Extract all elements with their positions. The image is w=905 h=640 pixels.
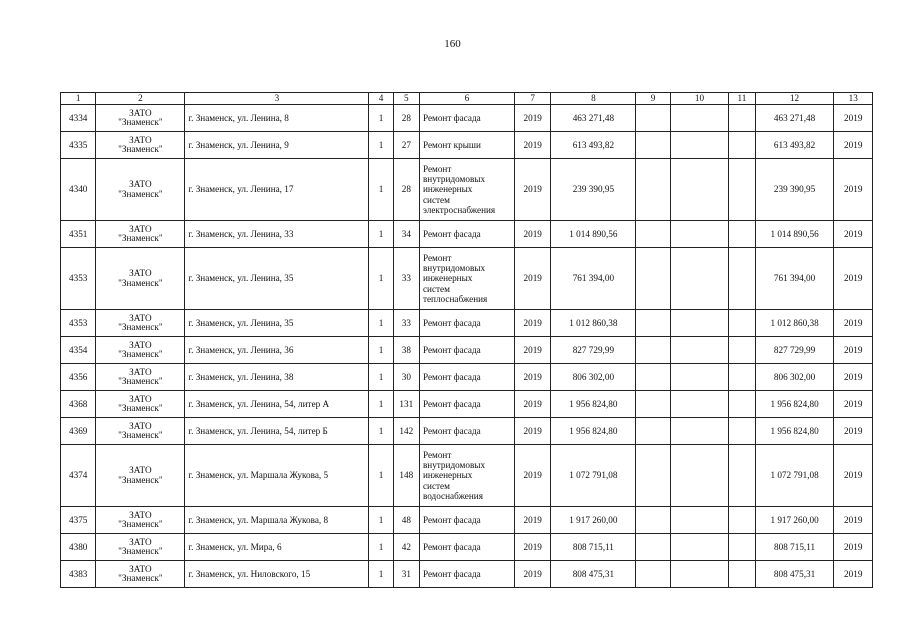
total-cost-cell: 1 956 824,80	[755, 418, 834, 445]
work-line: систем	[422, 480, 450, 491]
owner-line: "Знаменск"	[118, 403, 163, 413]
total-cost-cell: 806 302,00	[755, 364, 834, 391]
col10-cell	[670, 507, 729, 534]
end-year-cell: 2019	[834, 132, 873, 159]
cost-cell: 239 390,95	[551, 159, 636, 221]
cost-cell: 613 493,82	[551, 132, 636, 159]
col5-cell: 33	[393, 248, 419, 310]
col9-cell	[636, 105, 670, 132]
work-line: систем	[422, 283, 450, 294]
owner-cell	[96, 132, 185, 159]
table-row	[61, 507, 873, 534]
work-line: электроснабжения	[422, 204, 496, 215]
end-year-cell: 2019	[834, 310, 873, 337]
cost-cell: 1 014 890,56	[551, 221, 636, 248]
owner-line: ЗАТО	[129, 563, 152, 574]
total-cost-cell: 463 271,48	[755, 105, 834, 132]
col11-cell	[729, 534, 755, 561]
col5-cell: 27	[393, 132, 419, 159]
work-type-cell	[419, 418, 514, 445]
col4-cell: 1	[369, 337, 393, 364]
owner-line: "Знаменск"	[118, 188, 163, 199]
owner-line: ЗАТО	[129, 312, 152, 323]
work-line: Ремонт фасада	[422, 317, 481, 328]
header-cell: 9	[636, 93, 670, 105]
owner-cell	[96, 418, 185, 445]
address-cell: г. Знаменск, ул. Ленина, 8	[185, 105, 369, 132]
work-line: Ремонт фасада	[422, 228, 481, 239]
owner-line: "Знаменск"	[118, 277, 163, 288]
col10-cell	[670, 310, 729, 337]
col10-cell	[670, 159, 729, 221]
cost-cell: 1 012 860,38	[551, 310, 636, 337]
header-cell: 1	[61, 93, 96, 105]
col10-cell	[670, 561, 729, 588]
col5-cell: 142	[393, 418, 419, 445]
col9-cell	[636, 310, 670, 337]
work-line: инженерных	[422, 184, 473, 195]
col9-cell	[636, 337, 670, 364]
col10-cell	[670, 221, 729, 248]
col4-cell: 1	[369, 364, 393, 391]
col11-cell	[729, 105, 755, 132]
cost-cell: 1 072 791,08	[551, 445, 636, 507]
work-line: Ремонт фасада	[422, 112, 481, 123]
end-year-cell: 2019	[834, 418, 873, 445]
end-year-cell: 2019	[834, 221, 873, 248]
id-cell: 4374	[61, 445, 96, 507]
col10-cell	[670, 418, 729, 445]
table-row	[61, 561, 873, 588]
work-line: систем	[422, 194, 450, 205]
address-cell: г. Знаменск, ул. Ленина, 33	[185, 221, 369, 248]
col5-cell: 30	[393, 364, 419, 391]
owner-line: "Знаменск"	[118, 322, 163, 332]
work-type-cell	[419, 105, 514, 132]
year-cell: 2019	[515, 159, 551, 221]
work-line: теплоснабжения	[422, 293, 488, 304]
id-cell: 4369	[61, 418, 96, 445]
id-cell: 4351	[61, 221, 96, 248]
table-row	[61, 337, 873, 364]
col5-cell: 33	[393, 310, 419, 337]
owner-line: ЗАТО	[129, 179, 152, 189]
work-type-cell	[419, 391, 514, 418]
id-cell: 4383	[61, 561, 96, 588]
owner-line: ЗАТО	[129, 223, 152, 234]
owner-cell	[96, 507, 185, 534]
col5-cell: 148	[393, 445, 419, 507]
year-cell: 2019	[515, 248, 551, 310]
col11-cell	[729, 159, 755, 221]
work-type-cell	[419, 221, 514, 248]
owner-cell	[96, 561, 185, 588]
owner-line: "Знаменск"	[118, 233, 163, 243]
col4-cell: 1	[369, 310, 393, 337]
total-cost-cell: 239 390,95	[755, 159, 834, 221]
header-cell: 2	[96, 93, 185, 105]
col10-cell	[670, 248, 729, 310]
owner-line: ЗАТО	[129, 509, 152, 520]
owner-cell	[96, 445, 185, 507]
end-year-cell: 2019	[834, 507, 873, 534]
work-line: Ремонт фасада	[422, 541, 481, 552]
col11-cell	[729, 337, 755, 364]
header-cell: 7	[515, 93, 551, 105]
col5-cell: 42	[393, 534, 419, 561]
end-year-cell: 2019	[834, 391, 873, 418]
id-cell: 4354	[61, 337, 96, 364]
year-cell: 2019	[515, 105, 551, 132]
work-line: внутридомовых	[422, 460, 486, 471]
col10-cell	[670, 391, 729, 418]
total-cost-cell: 827 729,99	[755, 337, 834, 364]
id-cell: 4375	[61, 507, 96, 534]
total-cost-cell: 761 394,00	[755, 248, 834, 310]
address-cell: г. Знаменск, ул. Мира, 6	[185, 534, 369, 561]
col11-cell	[729, 391, 755, 418]
owner-cell	[96, 364, 185, 391]
cost-cell: 806 302,00	[551, 364, 636, 391]
col4-cell: 1	[369, 561, 393, 588]
col5-cell: 28	[393, 105, 419, 132]
work-line: Ремонт фасада	[422, 344, 481, 355]
year-cell: 2019	[515, 364, 551, 391]
end-year-cell: 2019	[834, 105, 873, 132]
id-cell: 4353	[61, 310, 96, 337]
col4-cell: 1	[369, 132, 393, 159]
owner-line: "Знаменск"	[118, 349, 163, 359]
work-type-cell	[419, 364, 514, 391]
address-cell: г. Знаменск, ул. Ленина, 54, литер А	[185, 391, 369, 418]
col11-cell	[729, 507, 755, 534]
col4-cell: 1	[369, 248, 393, 310]
work-line: Ремонт	[422, 449, 452, 460]
table-row	[61, 391, 873, 418]
col9-cell	[636, 391, 670, 418]
id-cell: 4380	[61, 534, 96, 561]
owner-cell	[96, 248, 185, 310]
end-year-cell: 2019	[834, 364, 873, 391]
col4-cell: 1	[369, 391, 393, 418]
owner-line: "Знаменск"	[118, 376, 163, 386]
col11-cell	[729, 561, 755, 588]
owner-line: ЗАТО	[129, 339, 152, 350]
col5-cell: 31	[393, 561, 419, 588]
end-year-cell: 2019	[834, 159, 873, 221]
owner-line: "Знаменск"	[118, 430, 163, 440]
id-cell: 4340	[61, 159, 96, 221]
year-cell: 2019	[515, 310, 551, 337]
work-line: Ремонт фасада	[422, 568, 481, 579]
cost-cell: 827 729,99	[551, 337, 636, 364]
total-cost-cell: 1 956 824,80	[755, 391, 834, 418]
owner-line: ЗАТО	[129, 268, 152, 278]
owner-line: ЗАТО	[129, 366, 152, 377]
col4-cell: 1	[369, 418, 393, 445]
col9-cell	[636, 364, 670, 391]
address-cell: г. Знаменск, ул. Ленина, 54, литер Б	[185, 418, 369, 445]
owner-line: ЗАТО	[129, 536, 152, 547]
cost-cell: 1 956 824,80	[551, 391, 636, 418]
col11-cell	[729, 418, 755, 445]
year-cell: 2019	[515, 507, 551, 534]
id-cell: 4356	[61, 364, 96, 391]
header-cell: 4	[369, 93, 393, 105]
owner-line: ЗАТО	[129, 465, 152, 475]
total-cost-cell: 1 014 890,56	[755, 221, 834, 248]
table-row	[61, 221, 873, 248]
owner-cell	[96, 310, 185, 337]
table-row	[61, 248, 873, 310]
header-cell: 3	[185, 93, 369, 105]
address-cell: г. Знаменск, ул. Ленина, 17	[185, 159, 369, 221]
col9-cell	[636, 159, 670, 221]
address-cell: г. Знаменск, ул. Маршала Жукова, 8	[185, 507, 369, 534]
year-cell: 2019	[515, 391, 551, 418]
cost-cell: 761 394,00	[551, 248, 636, 310]
col9-cell	[636, 561, 670, 588]
year-cell: 2019	[515, 445, 551, 507]
col5-cell: 48	[393, 507, 419, 534]
work-line: Ремонт	[422, 163, 452, 174]
work-line: Ремонт фасада	[422, 371, 481, 382]
col10-cell	[670, 337, 729, 364]
header-cell: 8	[551, 93, 636, 105]
id-cell: 4334	[61, 105, 96, 132]
work-line: инженерных	[422, 273, 473, 284]
total-cost-cell: 613 493,82	[755, 132, 834, 159]
col9-cell	[636, 418, 670, 445]
work-type-cell	[419, 310, 514, 337]
col4-cell: 1	[369, 507, 393, 534]
year-cell: 2019	[515, 337, 551, 364]
work-type-cell	[419, 534, 514, 561]
id-cell: 4335	[61, 132, 96, 159]
col10-cell	[670, 534, 729, 561]
owner-cell	[96, 337, 185, 364]
end-year-cell: 2019	[834, 534, 873, 561]
id-cell: 4368	[61, 391, 96, 418]
work-line: Ремонт	[422, 252, 452, 263]
end-year-cell: 2019	[834, 445, 873, 507]
year-cell: 2019	[515, 561, 551, 588]
year-cell: 2019	[515, 221, 551, 248]
col10-cell	[670, 132, 729, 159]
work-line: Ремонт фасада	[422, 425, 481, 436]
work-line: внутридомовых	[422, 174, 486, 185]
column-number-row	[61, 93, 873, 105]
owner-line: "Знаменск"	[118, 519, 163, 529]
work-line: водоснабжения	[422, 490, 483, 501]
end-year-cell: 2019	[834, 248, 873, 310]
col9-cell	[636, 248, 670, 310]
address-cell: г. Знаменск, ул. Ленина, 35	[185, 248, 369, 310]
col10-cell	[670, 445, 729, 507]
col9-cell	[636, 221, 670, 248]
work-line: внутридомовых	[422, 263, 486, 274]
owner-line: ЗАТО	[129, 134, 152, 145]
col9-cell	[636, 445, 670, 507]
table-row	[61, 418, 873, 445]
header-cell: 10	[670, 93, 729, 105]
owner-cell	[96, 221, 185, 248]
work-type-cell	[419, 248, 514, 310]
col4-cell: 1	[369, 159, 393, 221]
year-cell: 2019	[515, 534, 551, 561]
col9-cell	[636, 507, 670, 534]
address-cell: г. Знаменск, ул. Ленина, 9	[185, 132, 369, 159]
year-cell: 2019	[515, 132, 551, 159]
address-cell: г. Знаменск, ул. Ленина, 35	[185, 310, 369, 337]
col11-cell	[729, 310, 755, 337]
col10-cell	[670, 105, 729, 132]
header-cell: 11	[729, 93, 755, 105]
col5-cell: 38	[393, 337, 419, 364]
total-cost-cell: 808 715,11	[755, 534, 834, 561]
owner-line: "Знаменск"	[118, 573, 163, 583]
header-cell: 5	[393, 93, 419, 105]
table-row	[61, 105, 873, 132]
total-cost-cell: 1 072 791,08	[755, 445, 834, 507]
col11-cell	[729, 364, 755, 391]
total-cost-cell: 1 917 260,00	[755, 507, 834, 534]
col11-cell	[729, 248, 755, 310]
owner-line: ЗАТО	[129, 420, 152, 431]
work-line: Ремонт фасада	[422, 514, 481, 525]
page-number: 160	[444, 38, 461, 50]
col9-cell	[636, 132, 670, 159]
end-year-cell: 2019	[834, 561, 873, 588]
capital-repair-table	[60, 92, 873, 588]
address-cell: г. Знаменск, ул. Маршала Жукова, 5	[185, 445, 369, 507]
work-type-cell	[419, 507, 514, 534]
work-type-cell	[419, 445, 514, 507]
owner-line: ЗАТО	[129, 393, 152, 404]
work-type-cell	[419, 337, 514, 364]
header-cell: 13	[834, 93, 873, 105]
address-cell: г. Знаменск, ул. Ленина, 38	[185, 364, 369, 391]
owner-line: ЗАТО	[129, 107, 152, 118]
total-cost-cell: 1 012 860,38	[755, 310, 834, 337]
col5-cell: 28	[393, 159, 419, 221]
cost-cell: 1 917 260,00	[551, 507, 636, 534]
owner-cell	[96, 159, 185, 221]
work-type-cell	[419, 132, 514, 159]
cost-cell: 1 956 824,80	[551, 418, 636, 445]
work-type-cell	[419, 561, 514, 588]
owner-line: "Знаменск"	[118, 546, 163, 556]
owner-cell	[96, 105, 185, 132]
owner-line: "Знаменск"	[118, 144, 163, 154]
col4-cell: 1	[369, 221, 393, 248]
col4-cell: 1	[369, 534, 393, 561]
col11-cell	[729, 445, 755, 507]
year-cell: 2019	[515, 418, 551, 445]
owner-cell	[96, 391, 185, 418]
col10-cell	[670, 364, 729, 391]
col4-cell: 1	[369, 105, 393, 132]
address-cell: г. Знаменск, ул. Ниловского, 15	[185, 561, 369, 588]
table-row	[61, 364, 873, 391]
cost-cell: 463 271,48	[551, 105, 636, 132]
owner-line: "Знаменск"	[118, 117, 163, 127]
work-type-cell	[419, 159, 514, 221]
owner-line: "Знаменск"	[118, 474, 163, 485]
cost-cell: 808 715,11	[551, 534, 636, 561]
col9-cell	[636, 534, 670, 561]
owner-cell	[96, 534, 185, 561]
table-row	[61, 310, 873, 337]
id-cell: 4353	[61, 248, 96, 310]
cost-cell: 808 475,31	[551, 561, 636, 588]
col4-cell: 1	[369, 445, 393, 507]
work-line: инженерных	[422, 470, 473, 481]
table-row	[61, 534, 873, 561]
col11-cell	[729, 221, 755, 248]
work-line: Ремонт крыши	[422, 139, 481, 150]
end-year-cell: 2019	[834, 337, 873, 364]
table-row	[61, 445, 873, 507]
table-row	[61, 159, 873, 221]
table-row	[61, 132, 873, 159]
col11-cell	[729, 132, 755, 159]
work-line: Ремонт фасада	[422, 398, 481, 409]
header-cell: 6	[419, 93, 514, 105]
address-cell: г. Знаменск, ул. Ленина, 36	[185, 337, 369, 364]
col5-cell: 34	[393, 221, 419, 248]
header-cell: 12	[755, 93, 834, 105]
total-cost-cell: 808 475,31	[755, 561, 834, 588]
col5-cell: 131	[393, 391, 419, 418]
